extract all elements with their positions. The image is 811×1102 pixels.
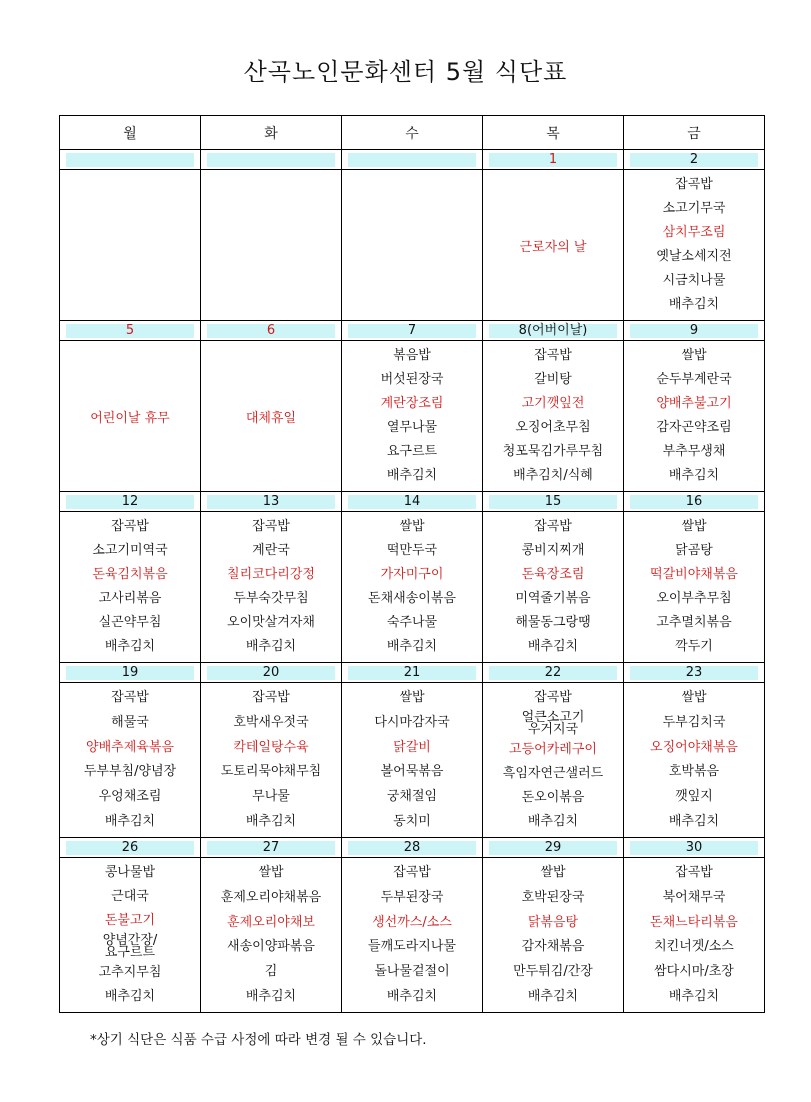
date-label [348,153,476,167]
menu-item: 잡곡밥 [534,348,572,363]
menu-item: 배추김치 [527,814,579,829]
date-label: 29 [489,841,617,855]
date-cell [342,321,483,341]
menu-item: 배추김치/식혜 [513,468,593,483]
holiday-label: 어린이날 휴무 [90,410,170,426]
date-cell [201,321,342,341]
menu-cell [624,512,765,663]
date-cell [342,150,483,170]
menu-item-line: 양념간장/ [102,933,158,948]
date-label: 21 [348,666,476,680]
menu-row [60,170,765,321]
date-cell [201,150,342,170]
menu-item: 도토리묵야채무침 [220,764,322,780]
weekday-header: 목 [483,116,624,150]
menu-item: 고추멸치볶음 [656,615,732,630]
menu-item: 다시마감자국 [374,714,450,730]
date-cell [624,663,765,683]
menu-item: 잡곡밥 [675,865,713,880]
menu-item: 숙주나물 [386,615,438,630]
menu-item: 배추김치 [668,813,720,829]
menu-item: 청포묵김가루무침 [502,444,604,459]
date-label: 1 [489,153,617,167]
menu-item: 배추김치 [104,639,156,654]
menu-item: 쌀밥 [540,865,566,880]
date-label: 13 [207,495,335,509]
menu-cell [201,170,342,321]
menu-cell [624,170,765,321]
menu-cell [342,683,483,838]
date-cell [342,492,483,512]
menu-row [60,683,765,838]
menu-item: 들깨도라지나물 [368,939,456,955]
menu-item: 두부김치국 [662,714,726,730]
menu-item: 배추김치 [668,297,720,312]
menu-item: 두부숙갓무침 [233,591,309,606]
menu-item: 근대국 [111,889,149,904]
menu-item: 시금치나물 [662,273,726,288]
menu-item: 호박볶음 [668,764,720,780]
menu-item: 고추지무침 [98,965,162,980]
menu-item: 해물동그랑땡 [515,615,591,630]
menu-item: 콩나물밥 [104,865,156,880]
menu-item: 김 [264,964,278,980]
menu-cell [483,341,624,492]
main-dish: 계란장조림 [380,396,444,411]
menu-item: 배추김치 [245,639,297,654]
menu-item: 돈채새송이볶음 [368,591,456,606]
date-cell [483,150,624,170]
menu-cell [483,512,624,663]
menu-item: 잡곡밥 [111,519,149,534]
date-label: 12 [66,495,194,509]
menu-item-line: 얼큰소고기 [521,710,585,725]
menu-cell [60,341,201,492]
main-dish: 양배추불고기 [656,396,732,411]
date-row [60,663,765,683]
menu-cell [60,170,201,321]
date-label: 16 [630,495,758,509]
menu-cell [342,858,483,1013]
menu-cell [624,341,765,492]
main-dish: 닭갈비 [393,739,431,755]
date-label: 7 [348,324,476,338]
main-dish: 떡갈비야채볶음 [650,567,738,582]
menu-item: 떡만두국 [386,543,438,558]
menu-item: 순두부계란국 [656,372,732,387]
menu-item: 쌀밥 [681,519,707,534]
menu-item: 갈비탕 [534,372,572,387]
menu-item: 잡곡밥 [252,519,290,534]
footnote: *상기 식단은 식품 수급 사정에 따라 변경 될 수 있습니다. [90,1032,427,1048]
main-dish: 고기깻잎전 [521,396,585,411]
main-dish: 가자미구이 [380,567,444,582]
date-label: 9 [630,324,758,338]
menu-item: 콩비지찌개 [521,543,585,558]
date-cell [201,492,342,512]
date-row [60,321,765,341]
date-cell [60,321,201,341]
menu-item: 오이부추무침 [656,591,732,606]
main-dish: 양배추제육볶음 [86,739,174,755]
menu-cell [483,858,624,1013]
date-cell [483,663,624,683]
main-dish: 삼치무조림 [662,225,726,240]
menu-cell [201,341,342,492]
menu-cell [60,858,201,1013]
main-dish: 돈육김치볶음 [92,567,168,582]
menu-item [483,710,623,738]
menu-item: 깻잎지 [675,789,713,805]
menu-cell [483,170,624,321]
menu-row [60,858,765,1013]
date-row [60,838,765,858]
date-label: 27 [207,841,335,855]
menu-item: 감자곤약조림 [656,420,732,435]
date-cell [342,663,483,683]
page-title: 산곡노인문화센터 5월 식단표 [243,58,568,86]
menu-item: 잡곡밥 [393,865,431,880]
menu-item: 우엉채조림 [98,789,162,805]
menu-item: 배추김치 [245,988,297,1004]
menu-item: 잡곡밥 [534,690,572,705]
menu-item: 소고기미역국 [92,543,168,558]
date-label: 2 [630,153,758,167]
menu-row [60,512,765,663]
menu-item: 궁채절임 [386,789,438,805]
menu-item: 해물국 [111,714,149,730]
menu-item: 돌나물겉절이 [374,964,450,980]
menu-item: 새송이양파볶음 [227,939,315,955]
menu-item: 버섯된장국 [380,372,444,387]
menu-item: 배추김치 [386,639,438,654]
date-label: 19 [66,666,194,680]
menu-item: 오이맛살겨자채 [227,615,315,630]
date-cell [624,838,765,858]
menu-item: 부추무생채 [662,444,726,459]
date-label: 5 [66,324,194,338]
menu-item: 소고기무국 [662,201,726,216]
menu-item: 고사리볶음 [98,591,162,606]
main-dish: 훈제오리야채보 [227,914,315,930]
menu-item: 배추김치 [245,813,297,829]
menu-item: 쌀밥 [258,865,284,880]
menu-table [59,115,765,1013]
menu-item-line: 우거지국 [527,722,579,737]
menu-cell [342,170,483,321]
main-dish: 칠리코다리강정 [227,567,315,582]
date-cell [60,663,201,683]
weekday-header-row [60,116,765,150]
menu-item: 만두튀김/간장 [513,964,593,980]
main-dish: 오징어야채볶음 [650,739,738,755]
date-label: 22 [489,666,617,680]
date-label: 14 [348,495,476,509]
menu-cell [201,683,342,838]
menu-cell [342,512,483,663]
menu-item: 흑임자연근샐러드 [502,766,604,781]
date-label [66,153,194,167]
date-cell [483,321,624,341]
menu-item: 훈제오리야채볶음 [220,889,322,905]
date-label: 30 [630,841,758,855]
menu-item: 미역줄기볶음 [515,591,591,606]
date-cell [624,150,765,170]
menu-row [60,341,765,492]
menu-item: 배추김치 [527,639,579,654]
menu-item: 옛날소세지전 [656,249,732,264]
main-dish: 돈불고기 [104,913,156,928]
menu-cell [201,858,342,1013]
date-label: 8(어버이날) [489,324,617,338]
date-cell [201,663,342,683]
menu-item: 잡곡밥 [252,690,290,705]
menu-cell [60,512,201,663]
weekday-header: 화 [201,116,342,150]
menu-item: 호박된장국 [521,889,585,905]
menu-item: 배추김치 [104,989,156,1004]
date-cell [60,150,201,170]
menu-item: 돈오이볶음 [521,790,585,805]
menu-item: 열무나물 [386,420,438,435]
menu-item: 잡곡밥 [675,177,713,192]
menu-item: 북어채무국 [662,889,726,905]
menu-cell [201,512,342,663]
menu-item: 배추김치 [668,468,720,483]
menu-item: 배추김치 [527,988,579,1004]
date-cell [201,838,342,858]
menu-item: 쌀밥 [399,519,425,534]
menu-item: 오징어초무침 [515,420,591,435]
menu-item: 쌀밥 [681,348,707,363]
menu-item: 쌀밥 [681,690,707,705]
weekday-header: 수 [342,116,483,150]
main-dish: 고등어카레구이 [509,742,597,757]
menu-item-line: 요구르트 [104,945,156,960]
date-label [207,153,335,167]
menu-item: 두부된장국 [380,889,444,905]
date-row [60,492,765,512]
menu-item: 쌀밥 [399,690,425,705]
menu-item: 깍두기 [675,639,713,654]
date-cell [624,321,765,341]
holiday-label: 근로자의 날 [519,239,587,255]
main-dish: 칵테일탕수육 [233,739,309,755]
main-dish: 돈채느타리볶음 [650,914,738,930]
menu-item: 무나물 [252,789,290,805]
main-dish: 돈육장조림 [521,567,585,582]
date-label: 26 [66,841,194,855]
date-label: 28 [348,841,476,855]
menu-item: 두부부침/양념장 [83,764,177,780]
date-cell [624,492,765,512]
menu-item: 실곤약무침 [98,615,162,630]
holiday-label: 대체휴일 [245,410,297,426]
menu-item: 감자채볶음 [521,939,585,955]
menu-item: 볼어묵볶음 [380,764,444,780]
menu-item: 잡곡밥 [534,519,572,534]
menu-item: 닭곰탕 [675,543,713,558]
date-cell [483,492,624,512]
menu-cell [624,858,765,1013]
menu-item: 배추김치 [104,813,156,829]
date-row [60,150,765,170]
main-dish: 생선까스/소스 [372,914,452,930]
weekday-header: 금 [624,116,765,150]
menu-item: 요구르트 [386,444,438,459]
menu-item: 호박새우젓국 [233,714,309,730]
menu-item: 배추김치 [668,988,720,1004]
date-cell [342,838,483,858]
menu-cell [342,341,483,492]
menu-item: 배추김치 [386,988,438,1004]
main-dish: 닭볶음탕 [527,914,579,930]
menu-cell [60,683,201,838]
date-cell [483,838,624,858]
weekday-header: 월 [60,116,201,150]
menu-item: 잡곡밥 [111,690,149,705]
date-label: 23 [630,666,758,680]
menu-cell [624,683,765,838]
menu-cell [483,683,624,838]
menu-item: 볶음밥 [393,348,431,363]
menu-item: 동치미 [393,813,431,829]
date-label: 20 [207,666,335,680]
date-cell [60,492,201,512]
menu-item [60,933,200,961]
date-label: 15 [489,495,617,509]
date-label: 6 [207,324,335,338]
date-cell [60,838,201,858]
menu-item: 배추김치 [386,468,438,483]
menu-item: 치킨너겟/소스 [654,939,734,955]
menu-item: 쌈다시마/초장 [654,964,734,980]
menu-item: 계란국 [252,543,290,558]
